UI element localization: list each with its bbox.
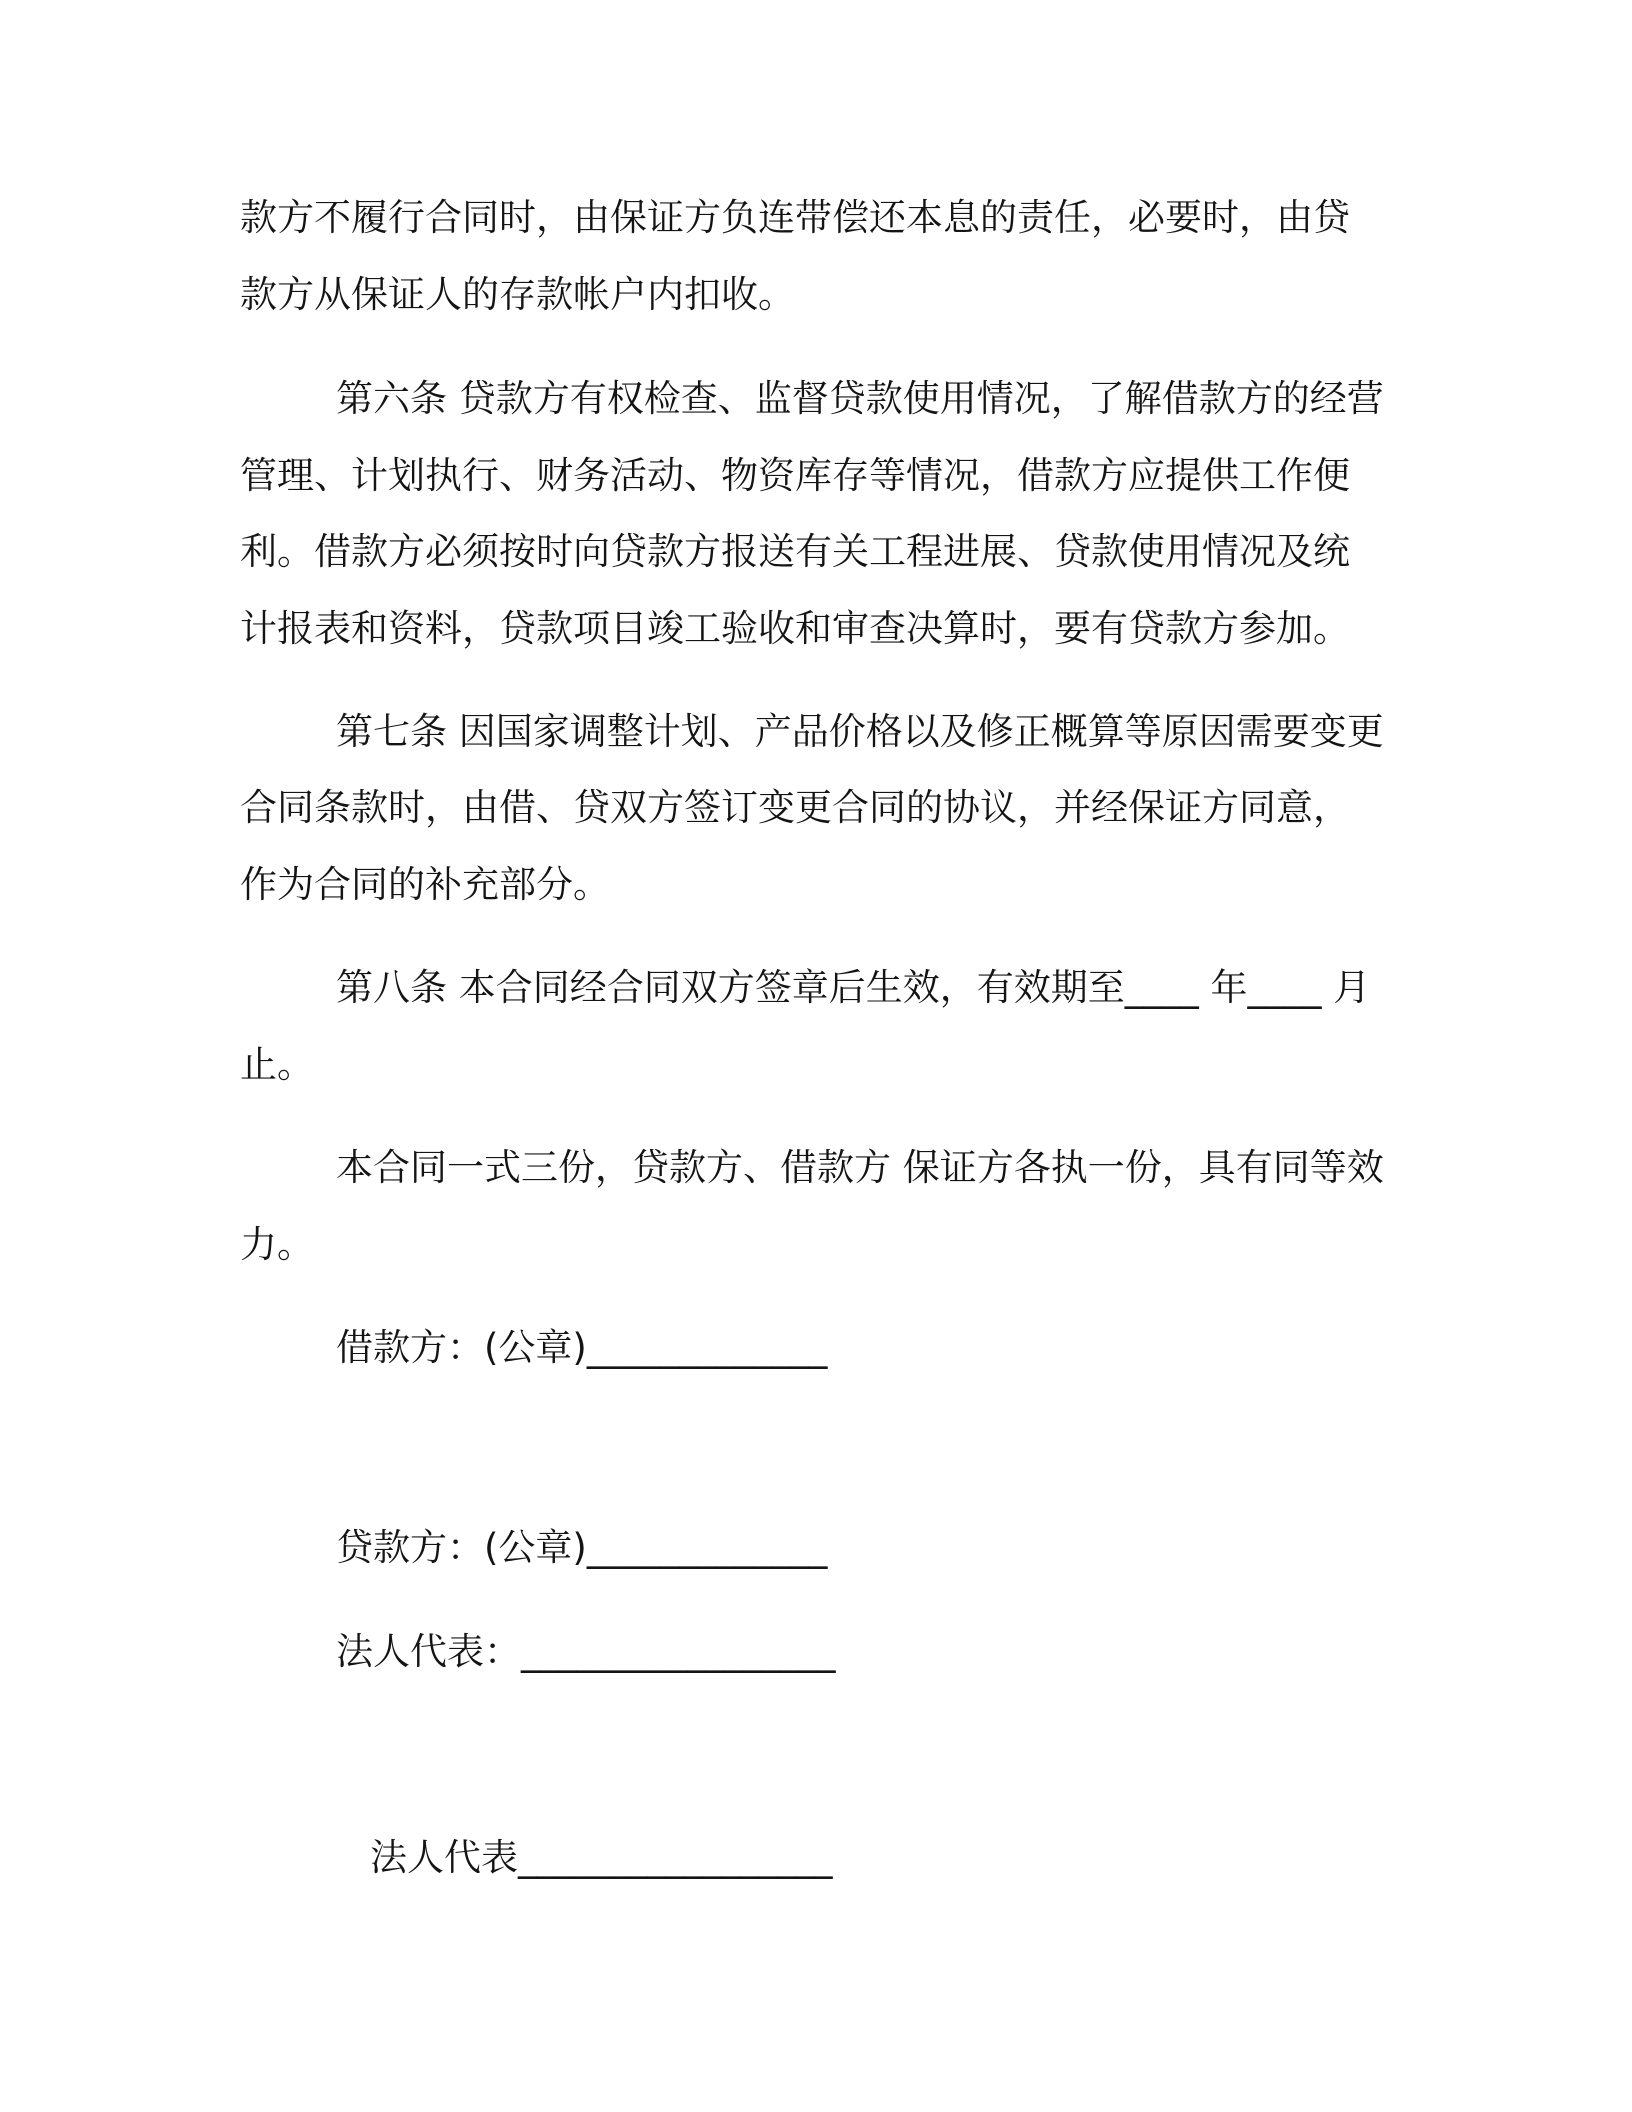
legal-representative-line-2: 法人代表_________________ bbox=[370, 1836, 833, 1879]
article6-line-3: 利。借款方必须按时向贷款方报送有关工程进展、贷款使用情况及统 bbox=[240, 530, 1350, 573]
legal-representative-line-1: 法人代表：_________________ bbox=[336, 1630, 836, 1673]
article8-line-1: 第八条 本合同经合同双方签章后生效，有效期至____ 年____ 月 bbox=[336, 966, 1371, 1009]
article7-line-2: 合同条款时，由借、贷双方签订变更合同的协议，并经保证方同意， bbox=[240, 786, 1350, 829]
article6-line-1: 第六条 贷款方有权检查、监督贷款使用情况，了解借款方的经营 bbox=[336, 377, 1384, 420]
article6-line-4: 计报表和资料，贷款项目竣工验收和审查决算时，要有贷款方参加。 bbox=[240, 607, 1350, 650]
borrower-seal-line: 借款方：(公章)_____________ bbox=[336, 1326, 828, 1369]
article5-line-1: 款方不履行合同时，由保证方负连带偿还本息的责任，必要时，由贷 bbox=[240, 196, 1350, 239]
article7-line-3: 作为合同的补充部分。 bbox=[240, 863, 610, 906]
copies-clause-line-2: 力。 bbox=[240, 1223, 314, 1266]
lender-seal-line: 贷款方：(公章)_____________ bbox=[336, 1526, 828, 1569]
article6-line-2: 管理、计划执行、财务活动、物资库存等情况，借款方应提供工作便 bbox=[240, 454, 1350, 497]
article7-line-1: 第七条 因国家调整计划、产品价格以及修正概算等原因需要变更 bbox=[336, 710, 1384, 753]
article5-line-2: 款方从保证人的存款帐户内扣收。 bbox=[240, 273, 795, 316]
copies-clause-line-1: 本合同一式三份，贷款方、借款方 保证方各执一份，具有同等效 bbox=[336, 1146, 1384, 1189]
article8-line-2: 止。 bbox=[240, 1043, 314, 1086]
